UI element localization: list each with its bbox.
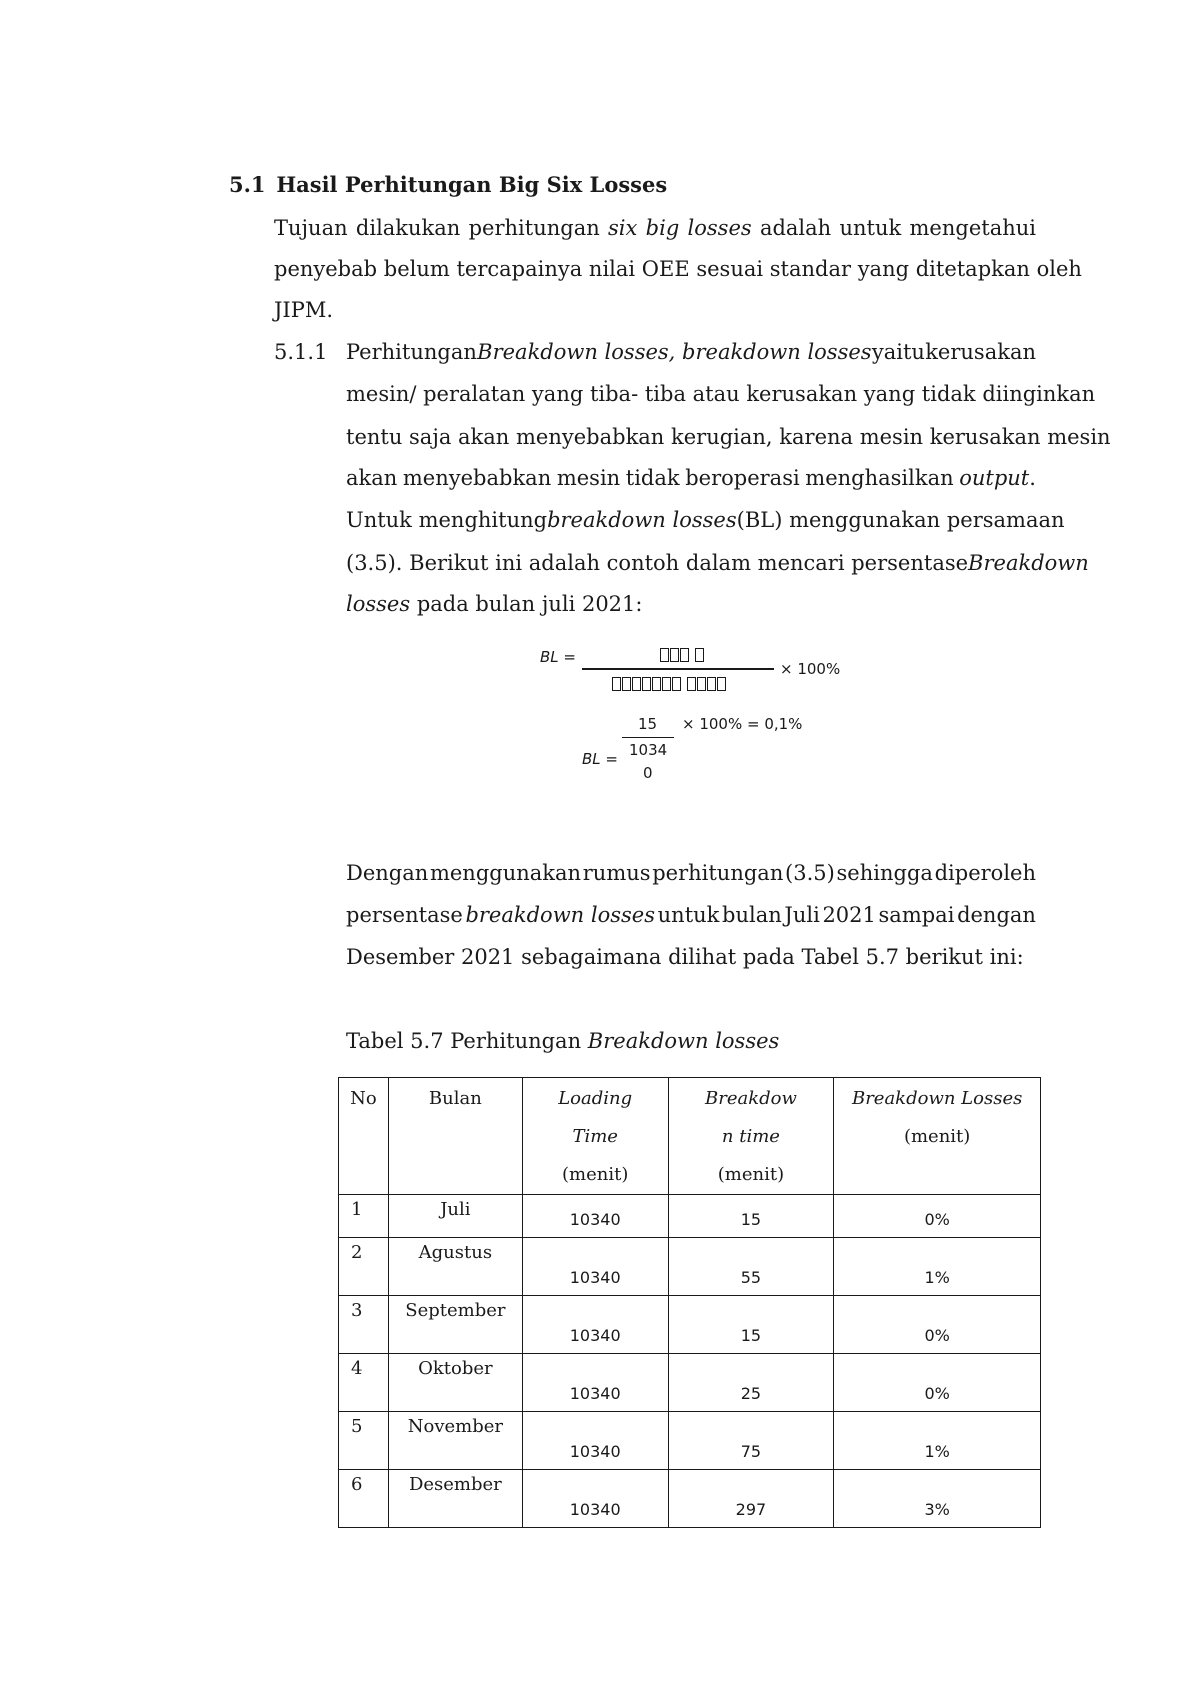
subsection-line-4: akan menyebabkan mesin tidak beroperasi menghasilkan output. bbox=[346, 466, 1036, 490]
missing-glyph-icon bbox=[687, 677, 696, 691]
missing-glyph-icon bbox=[660, 648, 669, 662]
section-heading bbox=[229, 172, 667, 197]
example-numerator: 15 bbox=[638, 715, 658, 733]
cell-loading: 10340 bbox=[522, 1470, 668, 1528]
cell-breakdown: 15 bbox=[668, 1296, 834, 1354]
example-denominator-1: 1034 bbox=[629, 741, 668, 759]
formula-numerator-boxes bbox=[660, 645, 705, 663]
cell-no: 2 bbox=[339, 1238, 389, 1296]
example-result: × 100% = 0,1% bbox=[682, 715, 803, 733]
cell-bulan: Desember bbox=[388, 1470, 522, 1528]
missing-glyph-icon bbox=[662, 677, 671, 691]
table-row bbox=[339, 1195, 1041, 1238]
header-no: No bbox=[339, 1078, 389, 1195]
header-breakdown-time: Breakdow n time (menit) bbox=[668, 1078, 834, 1195]
cell-loading: 10340 bbox=[522, 1296, 668, 1354]
missing-glyph-icon bbox=[680, 648, 689, 662]
cell-loading: 10340 bbox=[522, 1412, 668, 1470]
missing-glyph-icon bbox=[622, 677, 631, 691]
cell-breakdown: 25 bbox=[668, 1354, 834, 1412]
subsection-line-7: losses pada bulan juli 2021: bbox=[346, 592, 643, 616]
cell-breakdown: 15 bbox=[668, 1195, 834, 1238]
missing-glyph-icon bbox=[652, 677, 661, 691]
cell-bulan: Juli bbox=[388, 1195, 522, 1238]
cell-loading: 10340 bbox=[522, 1195, 668, 1238]
cell-losses: 0% bbox=[834, 1195, 1041, 1238]
cell-no: 1 bbox=[339, 1195, 389, 1238]
intro-line-1: Tujuan dilakukan perhitungan six big losses adalah untuk mengetahui bbox=[274, 216, 1036, 240]
table-caption: Tabel 5.7 Perhitungan Breakdown losses bbox=[346, 1029, 780, 1053]
cell-losses: 0% bbox=[834, 1354, 1041, 1412]
para2-line-3: Desember 2021 sebagaimana dilihat pada Tabel 5.7 berikut ini: bbox=[346, 945, 1024, 969]
header-loading-time: Loading Time (menit) bbox=[522, 1078, 668, 1195]
para2-line-2: persentase breakdown losses untuk bulan Juli 2021 sampai dengan bbox=[346, 903, 1036, 927]
missing-glyph-icon bbox=[697, 677, 706, 691]
example-lhs: BL = bbox=[582, 750, 618, 768]
subsection-line-3: tentu saja akan menyebabkan kerugian, karena mesin kerusakan mesin bbox=[346, 425, 1111, 449]
cell-no: 3 bbox=[339, 1296, 389, 1354]
table-row bbox=[339, 1354, 1041, 1412]
table-row bbox=[339, 1238, 1041, 1296]
formula-lhs: BL = bbox=[540, 648, 576, 666]
cell-bulan: September bbox=[388, 1296, 522, 1354]
table-row bbox=[339, 1412, 1041, 1470]
cell-breakdown: 297 bbox=[668, 1470, 834, 1528]
cell-loading: 10340 bbox=[522, 1238, 668, 1296]
para2-line-1: Dengan menggunakan rumus perhitungan (3.5) sehingga diperoleh bbox=[346, 861, 1036, 885]
cell-breakdown: 55 bbox=[668, 1238, 834, 1296]
missing-glyph-icon bbox=[707, 677, 716, 691]
cell-no: 6 bbox=[339, 1470, 389, 1528]
subsection-line-2: mesin/ peralatan yang tiba- tiba atau kerusakan yang tidak diinginkan bbox=[346, 382, 1096, 406]
table-header-row bbox=[339, 1078, 1041, 1195]
cell-losses: 1% bbox=[834, 1238, 1041, 1296]
missing-glyph-icon bbox=[717, 677, 726, 691]
cell-bulan: Agustus bbox=[388, 1238, 522, 1296]
table-row bbox=[339, 1470, 1041, 1528]
breakdown-losses-table bbox=[338, 1077, 1041, 1528]
cell-no: 5 bbox=[339, 1412, 389, 1470]
example-denominator-2: 0 bbox=[643, 764, 653, 782]
missing-glyph-icon bbox=[695, 648, 704, 662]
formula-times: × 100% bbox=[780, 660, 841, 678]
missing-glyph-icon bbox=[670, 648, 679, 662]
cell-breakdown: 75 bbox=[668, 1412, 834, 1470]
header-breakdown-losses: Breakdown Losses (menit) bbox=[834, 1078, 1041, 1195]
cell-losses: 0% bbox=[834, 1296, 1041, 1354]
subsection-line-6: (3.5). Berikut ini adalah contoh dalam mencari persentase Breakdown bbox=[346, 551, 1089, 575]
cell-losses: 3% bbox=[834, 1470, 1041, 1528]
subsection-line-1: Perhitungan Breakdown losses, breakdown losses yaitu kerusakan bbox=[346, 340, 1036, 364]
subsection-line-5: Untuk menghitung breakdown losses (BL) menggunakan persamaan bbox=[346, 508, 1065, 532]
missing-glyph-icon bbox=[612, 677, 621, 691]
section-title: Hasil Perhitungan Big Six Losses bbox=[276, 172, 668, 197]
intro-line-2: penyebab belum tercapainya nilai OEE sesuai standar yang ditetapkan oleh bbox=[274, 257, 1082, 281]
subsection-number: 5.1.1 bbox=[274, 340, 328, 364]
example-fraction-bar bbox=[622, 737, 674, 738]
missing-glyph-icon bbox=[642, 677, 651, 691]
header-bulan: Bulan bbox=[388, 1078, 522, 1195]
missing-glyph-icon bbox=[672, 677, 681, 691]
cell-bulan: November bbox=[388, 1412, 522, 1470]
fraction-bar bbox=[582, 668, 774, 670]
table-row bbox=[339, 1296, 1041, 1354]
cell-loading: 10340 bbox=[522, 1354, 668, 1412]
section-number: 5.1 bbox=[229, 172, 266, 197]
cell-no: 4 bbox=[339, 1354, 389, 1412]
missing-glyph-icon bbox=[632, 677, 641, 691]
intro-line-3: JIPM. bbox=[274, 298, 334, 322]
cell-bulan: Oktober bbox=[388, 1354, 522, 1412]
formula-denominator-boxes bbox=[612, 674, 727, 692]
cell-losses: 1% bbox=[834, 1412, 1041, 1470]
